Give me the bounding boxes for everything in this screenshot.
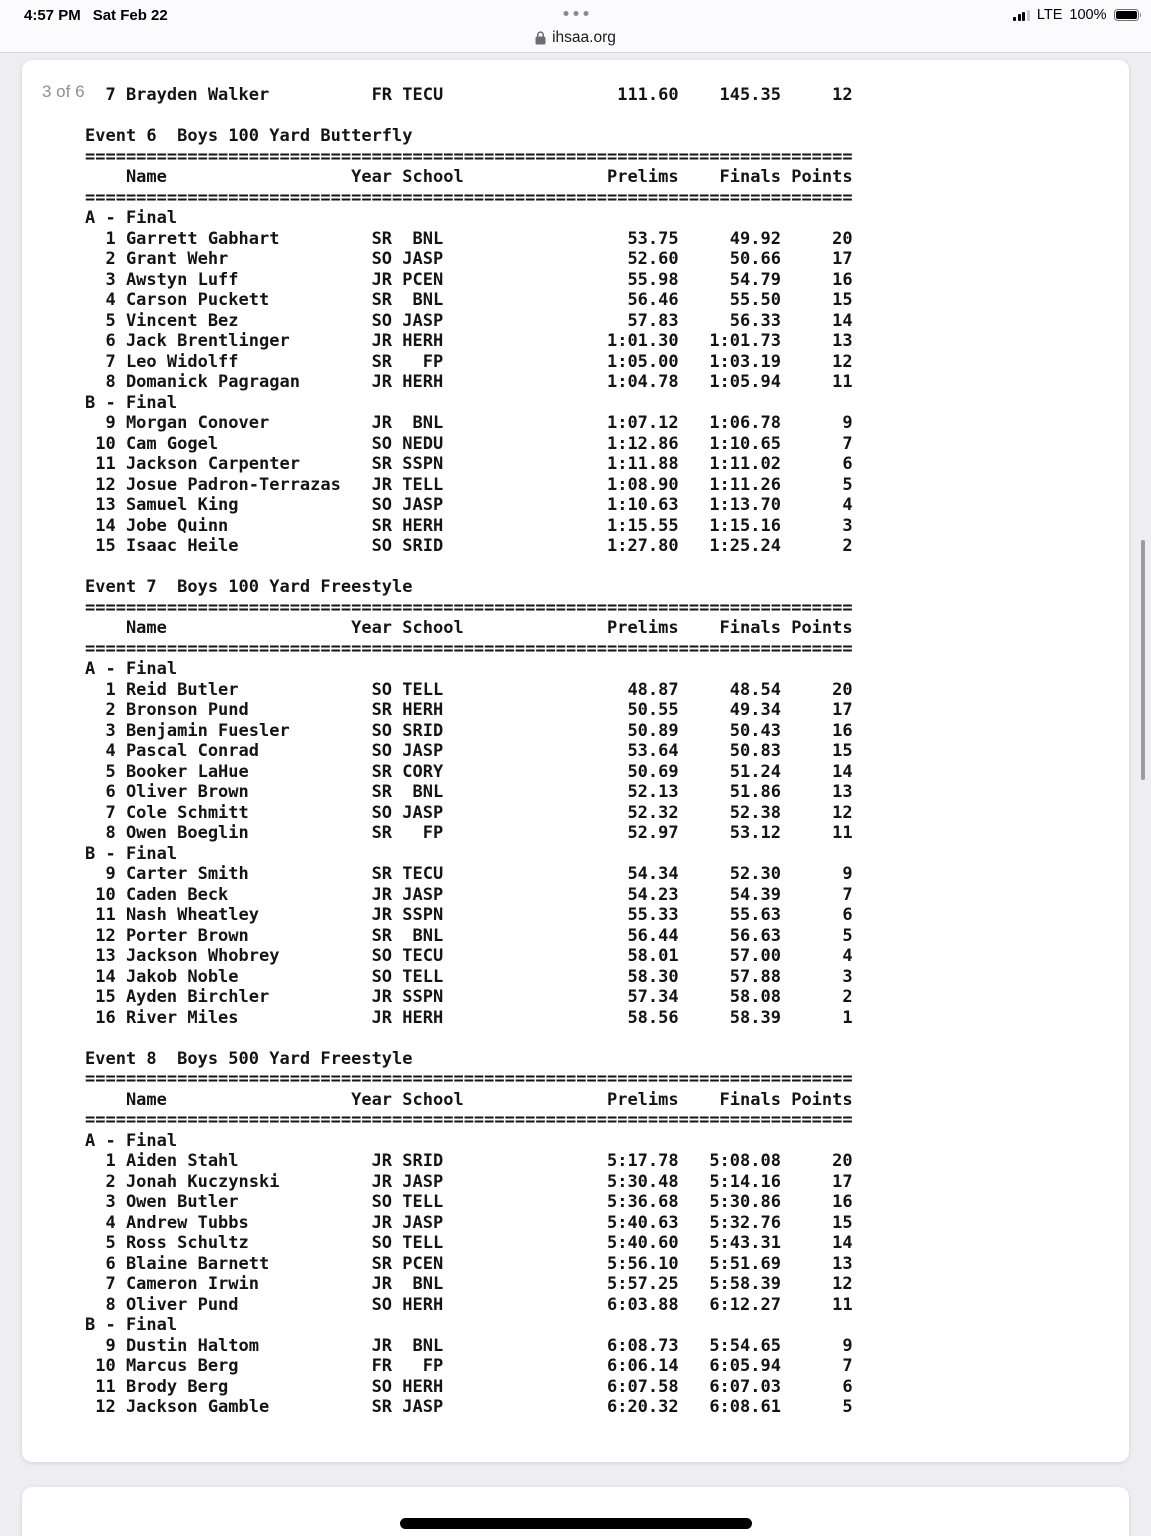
table-separator: =========================================================================== <box>85 597 853 618</box>
result-row: 11 Jackson Carpenter SR SSPN 1:11.88 1:11.02 6 <box>85 454 853 474</box>
result-row: 5 Vincent Bez SO JASP 57.83 56.33 14 <box>85 310 853 331</box>
lock-icon <box>535 31 546 45</box>
page-indicator: 3 of 6 <box>42 82 85 101</box>
scrollbar-thumb[interactable] <box>1141 540 1145 780</box>
blank-line <box>85 557 853 578</box>
result-row: 6 Jack Brentlinger JR HERH 1:01.30 1:01.73 13 <box>85 331 853 351</box>
result-row: 3 Benjamin Fuesler SO SRID 50.89 50.43 16 <box>85 720 853 741</box>
result-row: 13 Samuel King SO JASP 1:10.63 1:13.70 4 <box>85 495 853 515</box>
status-time: 4:57 PM <box>24 6 81 24</box>
table-separator: =========================================================================== <box>85 638 853 659</box>
safari-toolbar <box>0 0 1151 53</box>
battery-icon <box>1114 9 1142 21</box>
result-row: 8 Domanick Pagragan JR HERH 1:04.78 1:05.94 11 <box>85 372 853 392</box>
home-indicator[interactable] <box>400 1518 752 1529</box>
url-domain: ihsaa.org <box>552 29 616 46</box>
result-row: 16 River Miles JR HERH 58.56 58.39 1 <box>85 1007 853 1028</box>
result-row: 3 Owen Butler SO TELL 5:36.68 5:30.86 16 <box>85 1192 853 1212</box>
address-bar[interactable] <box>0 27 1151 49</box>
event-title: Event 7 Boys 100 Yard Freestyle <box>85 577 413 597</box>
result-row: 11 Nash Wheatley JR SSPN 55.33 55.63 6 <box>85 905 853 925</box>
result-row: 13 Jackson Whobrey SO TECU 58.01 57.00 4 <box>85 946 853 966</box>
result-row: 3 Awstyn Luff JR PCEN 55.98 54.79 16 <box>85 269 853 290</box>
table-separator: =========================================================================== <box>85 146 853 167</box>
result-row: 9 Dustin Haltom JR BNL 6:08.73 5:54.65 9 <box>85 1335 853 1356</box>
table-separator: =========================================================================== <box>85 1110 853 1130</box>
result-row: 9 Carter Smith SR TECU 54.34 52.30 9 <box>85 864 853 884</box>
result-row: 2 Bronson Pund SR HERH 50.55 49.34 17 <box>85 700 853 720</box>
result-row: 8 Owen Boeglin SR FP 52.97 53.12 11 <box>85 823 853 843</box>
carrier-label: LTE <box>1036 7 1063 23</box>
result-row: 9 Morgan Conover JR BNL 1:07.12 1:06.78 9 <box>85 413 853 433</box>
result-row: 2 Grant Wehr SO JASP 52.60 50.66 17 <box>85 249 853 269</box>
event-title: Event 8 Boys 500 Yard Freestyle <box>85 1048 413 1069</box>
result-row: 7 Cameron Irwin JR BNL 5:57.25 5:58.39 12 <box>85 1274 853 1294</box>
blank-line <box>85 106 853 127</box>
results-document <box>85 85 853 1418</box>
result-row: 11 Brody Berg SO HERH 6:07.58 6:07.03 6 <box>85 1376 853 1397</box>
result-row: 4 Pascal Conrad SO JASP 53.64 50.83 15 <box>85 741 853 761</box>
result-row: 5 Ross Schultz SO TELL 5:40.60 5:43.31 14 <box>85 1233 853 1253</box>
blank-line <box>85 1028 853 1049</box>
result-row: 7 Leo Widolff SR FP 1:05.00 1:03.19 12 <box>85 351 853 372</box>
table-separator: =========================================================================== <box>85 187 853 208</box>
result-row: 1 Garrett Gabhart SR BNL 53.75 49.92 20 <box>85 228 853 249</box>
section-header: A - Final <box>85 1130 178 1151</box>
result-row: 14 Jobe Quinn SR HERH 1:15.55 1:15.16 3 <box>85 515 853 536</box>
pdf-page-3 <box>22 60 1129 1462</box>
status-bar <box>0 5 1151 25</box>
result-row: 5 Booker LaHue SR CORY 50.69 51.24 14 <box>85 761 853 782</box>
status-date: Sat Feb 22 <box>92 6 168 24</box>
result-row: 1 Aiden Stahl JR SRID 5:17.78 5:08.08 20 <box>85 1151 853 1171</box>
result-row: 4 Carson Puckett SR BNL 56.46 55.50 15 <box>85 290 853 310</box>
page-options-dots-icon[interactable] <box>563 11 588 16</box>
result-row: 15 Ayden Birchler JR SSPN 57.34 58.08 2 <box>85 987 853 1007</box>
result-row: 10 Marcus Berg FR FP 6:06.14 6:05.94 7 <box>85 1356 853 1376</box>
result-row: 12 Jackson Gamble SR JASP 6:20.32 6:08.61 5 <box>85 1397 853 1417</box>
section-header: A - Final <box>85 659 178 679</box>
table-header: Name Year School Prelims Finals Points <box>85 1089 853 1110</box>
section-header: B - Final <box>85 843 178 864</box>
result-row: 8 Oliver Pund SO HERH 6:03.88 6:12.27 11 <box>85 1294 853 1315</box>
table-header: Name Year School Prelims Finals Points <box>85 167 853 187</box>
table-separator: =========================================================================== <box>85 1069 853 1089</box>
pdf-viewer <box>0 54 1151 1536</box>
section-header: A - Final <box>85 208 178 228</box>
cellular-signal-icon <box>1013 10 1030 21</box>
result-row: 15 Isaac Heile SO SRID 1:27.80 1:25.24 2 <box>85 536 853 556</box>
result-row: 7 Cole Schmitt SO JASP 52.32 52.38 12 <box>85 802 853 823</box>
table-header: Name Year School Prelims Finals Points <box>85 618 853 638</box>
result-row: 10 Caden Beck JR JASP 54.23 54.39 7 <box>85 884 853 905</box>
section-header: B - Final <box>85 392 178 413</box>
result-row: 7 Brayden Walker FR TECU 111.60 145.35 12 <box>85 85 853 105</box>
result-row: 6 Blaine Barnett SR PCEN 5:56.10 5:51.69 13 <box>85 1253 853 1274</box>
result-row: 2 Jonah Kuczynski JR JASP 5:30.48 5:14.16 17 <box>85 1171 853 1192</box>
battery-percent: 100% <box>1069 7 1107 23</box>
event-title: Event 6 Boys 100 Yard Butterfly <box>85 126 413 146</box>
result-row: 14 Jakob Noble SO TELL 58.30 57.88 3 <box>85 966 853 987</box>
result-row: 12 Porter Brown SR BNL 56.44 56.63 5 <box>85 925 853 946</box>
result-row: 6 Oliver Brown SR BNL 52.13 51.86 13 <box>85 782 853 802</box>
result-row: 10 Cam Gogel SO NEDU 1:12.86 1:10.65 7 <box>85 433 853 454</box>
result-row: 4 Andrew Tubbs JR JASP 5:40.63 5:32.76 15 <box>85 1212 853 1233</box>
section-header: B - Final <box>85 1315 178 1335</box>
result-row: 1 Reid Butler SO TELL 48.87 48.54 20 <box>85 679 853 700</box>
result-row: 12 Josue Padron-Terrazas JR TELL 1:08.90 1:11.26 5 <box>85 474 853 495</box>
